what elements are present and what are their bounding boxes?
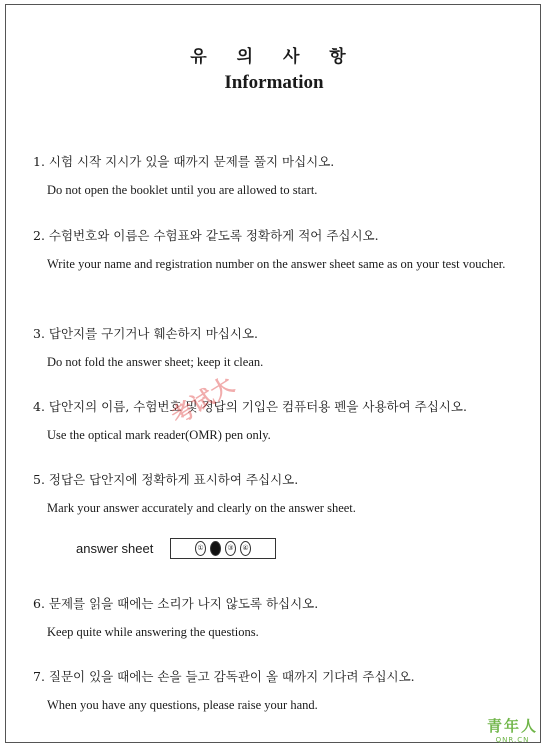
instruction-item-4: [33, 399, 519, 448]
instruction-english: Use the optical mark reader(OMR) pen only.: [47, 428, 271, 442]
instruction-item-6: [33, 596, 519, 645]
instruction-korean: 6. 문제를 읽을 때에는 소리가 나지 않도록 하십시오.: [33, 596, 319, 611]
corner-watermark: [487, 715, 538, 744]
instruction-korean: 7. 질문이 있을 때에는 손을 들고 감독관이 올 때까지 기다려 주십시오.: [33, 669, 415, 684]
instruction-english: Do not fold the answer sheet; keep it clean.: [47, 355, 264, 369]
instruction-english: Do not open the booklet until you are allowed to start.: [47, 183, 318, 197]
instruction-item-5: [33, 472, 519, 521]
instruction-item-7: [33, 669, 519, 718]
center-watermark: 考试大: [167, 372, 240, 431]
answer-sheet-example: [76, 537, 276, 560]
corner-watermark-text: 青年人: [486, 717, 538, 735]
instruction-korean: 2. 수험번호와 이름은 수험표와 같도록 정확하게 적어 주십시오.: [33, 228, 379, 243]
answer-sheet-label: answer sheet: [76, 541, 154, 556]
page-title-korean: 유 의 사 항: [190, 47, 358, 67]
instruction-english: Keep quite while answering the questions.: [47, 625, 259, 639]
instruction-korean: 3. 답안지를 구기거나 훼손하지 마십시오.: [33, 326, 258, 341]
answer-bubble: ③: [225, 541, 236, 556]
corner-watermark-url: QNR.CN: [495, 736, 530, 744]
instruction-english: When you have any questions, please raise your hand.: [47, 698, 318, 712]
instruction-korean: 4. 답안지의 이름, 수험번호 및 정답의 기입은 컴퓨터용 펜을 사용하여 주십시오.: [33, 399, 467, 414]
answer-bubble: ④: [240, 541, 251, 556]
answer-bubble-box: [170, 538, 276, 559]
instruction-item-3: [33, 326, 519, 375]
instruction-item-1: [33, 154, 519, 203]
instruction-korean: 5. 정답은 답안지에 정확하게 표시하여 주십시오.: [33, 472, 299, 487]
instruction-english: Mark your answer accurately and clearly on the answer sheet.: [47, 501, 356, 515]
instruction-korean: 1. 시험 시작 지시가 있을 때까지 문제를 풀지 마십시오.: [33, 154, 335, 169]
answer-bubble: ①: [195, 541, 206, 556]
instruction-english: Write your name and registration number on the answer sheet same as on your test voucher.: [47, 257, 506, 271]
instruction-item-2: [33, 228, 519, 277]
page-title-english: Information: [224, 72, 324, 93]
answer-bubble-filled: ②: [210, 541, 221, 556]
